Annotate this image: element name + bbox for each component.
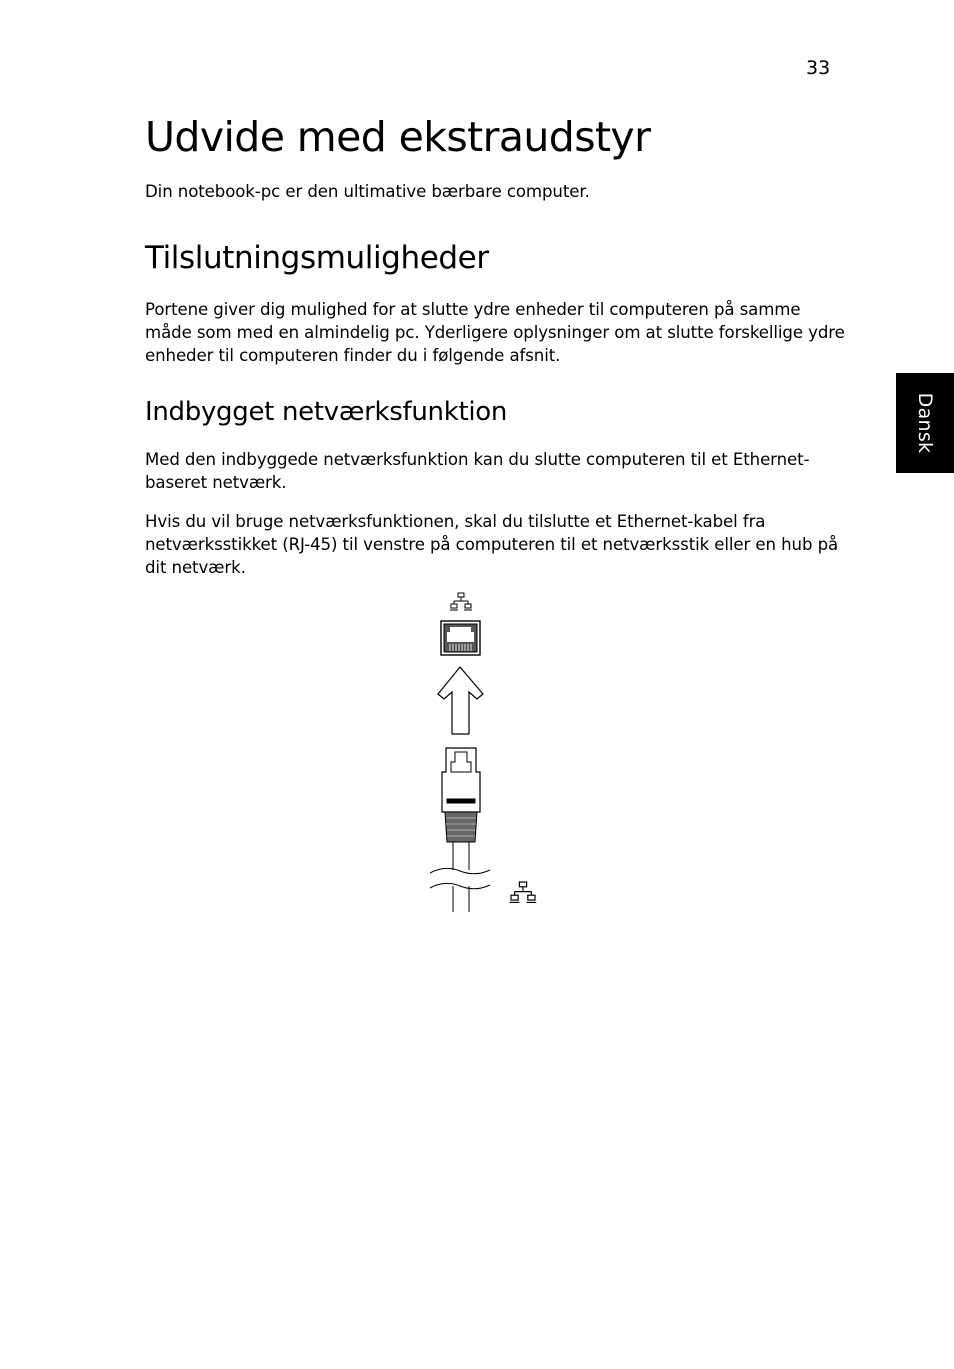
- cable-break: [430, 868, 490, 912]
- page-number: 33: [806, 57, 831, 79]
- language-side-tab-label: Dansk: [914, 392, 936, 454]
- section-heading: Tilslutningsmuligheder: [145, 240, 489, 276]
- section-paragraph: Portene giver dig mulighed for at slutte ydre enheder til computeren på samme måde som med en almindelig pc. Yderligere oplysninger om at slutte forskellige ydre enheder til computeren finder du i følgende afsnit.: [145, 300, 845, 365]
- intro-paragraph: Din notebook-pc er den ultimative bærbare computer.: [145, 182, 590, 201]
- network-connection-figure: [420, 590, 560, 920]
- subsection-heading: Indbygget netværksfunktion: [145, 397, 508, 427]
- subsection-paragraph-2: Hvis du vil bruge netværksfunktionen, skal du tilslutte et Ethernet-kabel fra netværksstikket (RJ-45) til venstre på computeren til et netværksstik eller en hub på dit netværk.: [145, 512, 839, 577]
- up-arrow-icon: [438, 667, 483, 734]
- rj45-port-icon: [441, 621, 480, 655]
- network-icon: [510, 882, 536, 902]
- page-title: Udvide med ekstraudstyr: [145, 113, 651, 161]
- rj45-plug-icon: [442, 748, 480, 870]
- network-icon: [450, 593, 472, 610]
- language-side-tab: [896, 373, 954, 473]
- subsection-paragraph-1: Med den indbyggede netværksfunktion kan du slutte computeren til et Ethernet-baseret netværk.: [145, 450, 810, 492]
